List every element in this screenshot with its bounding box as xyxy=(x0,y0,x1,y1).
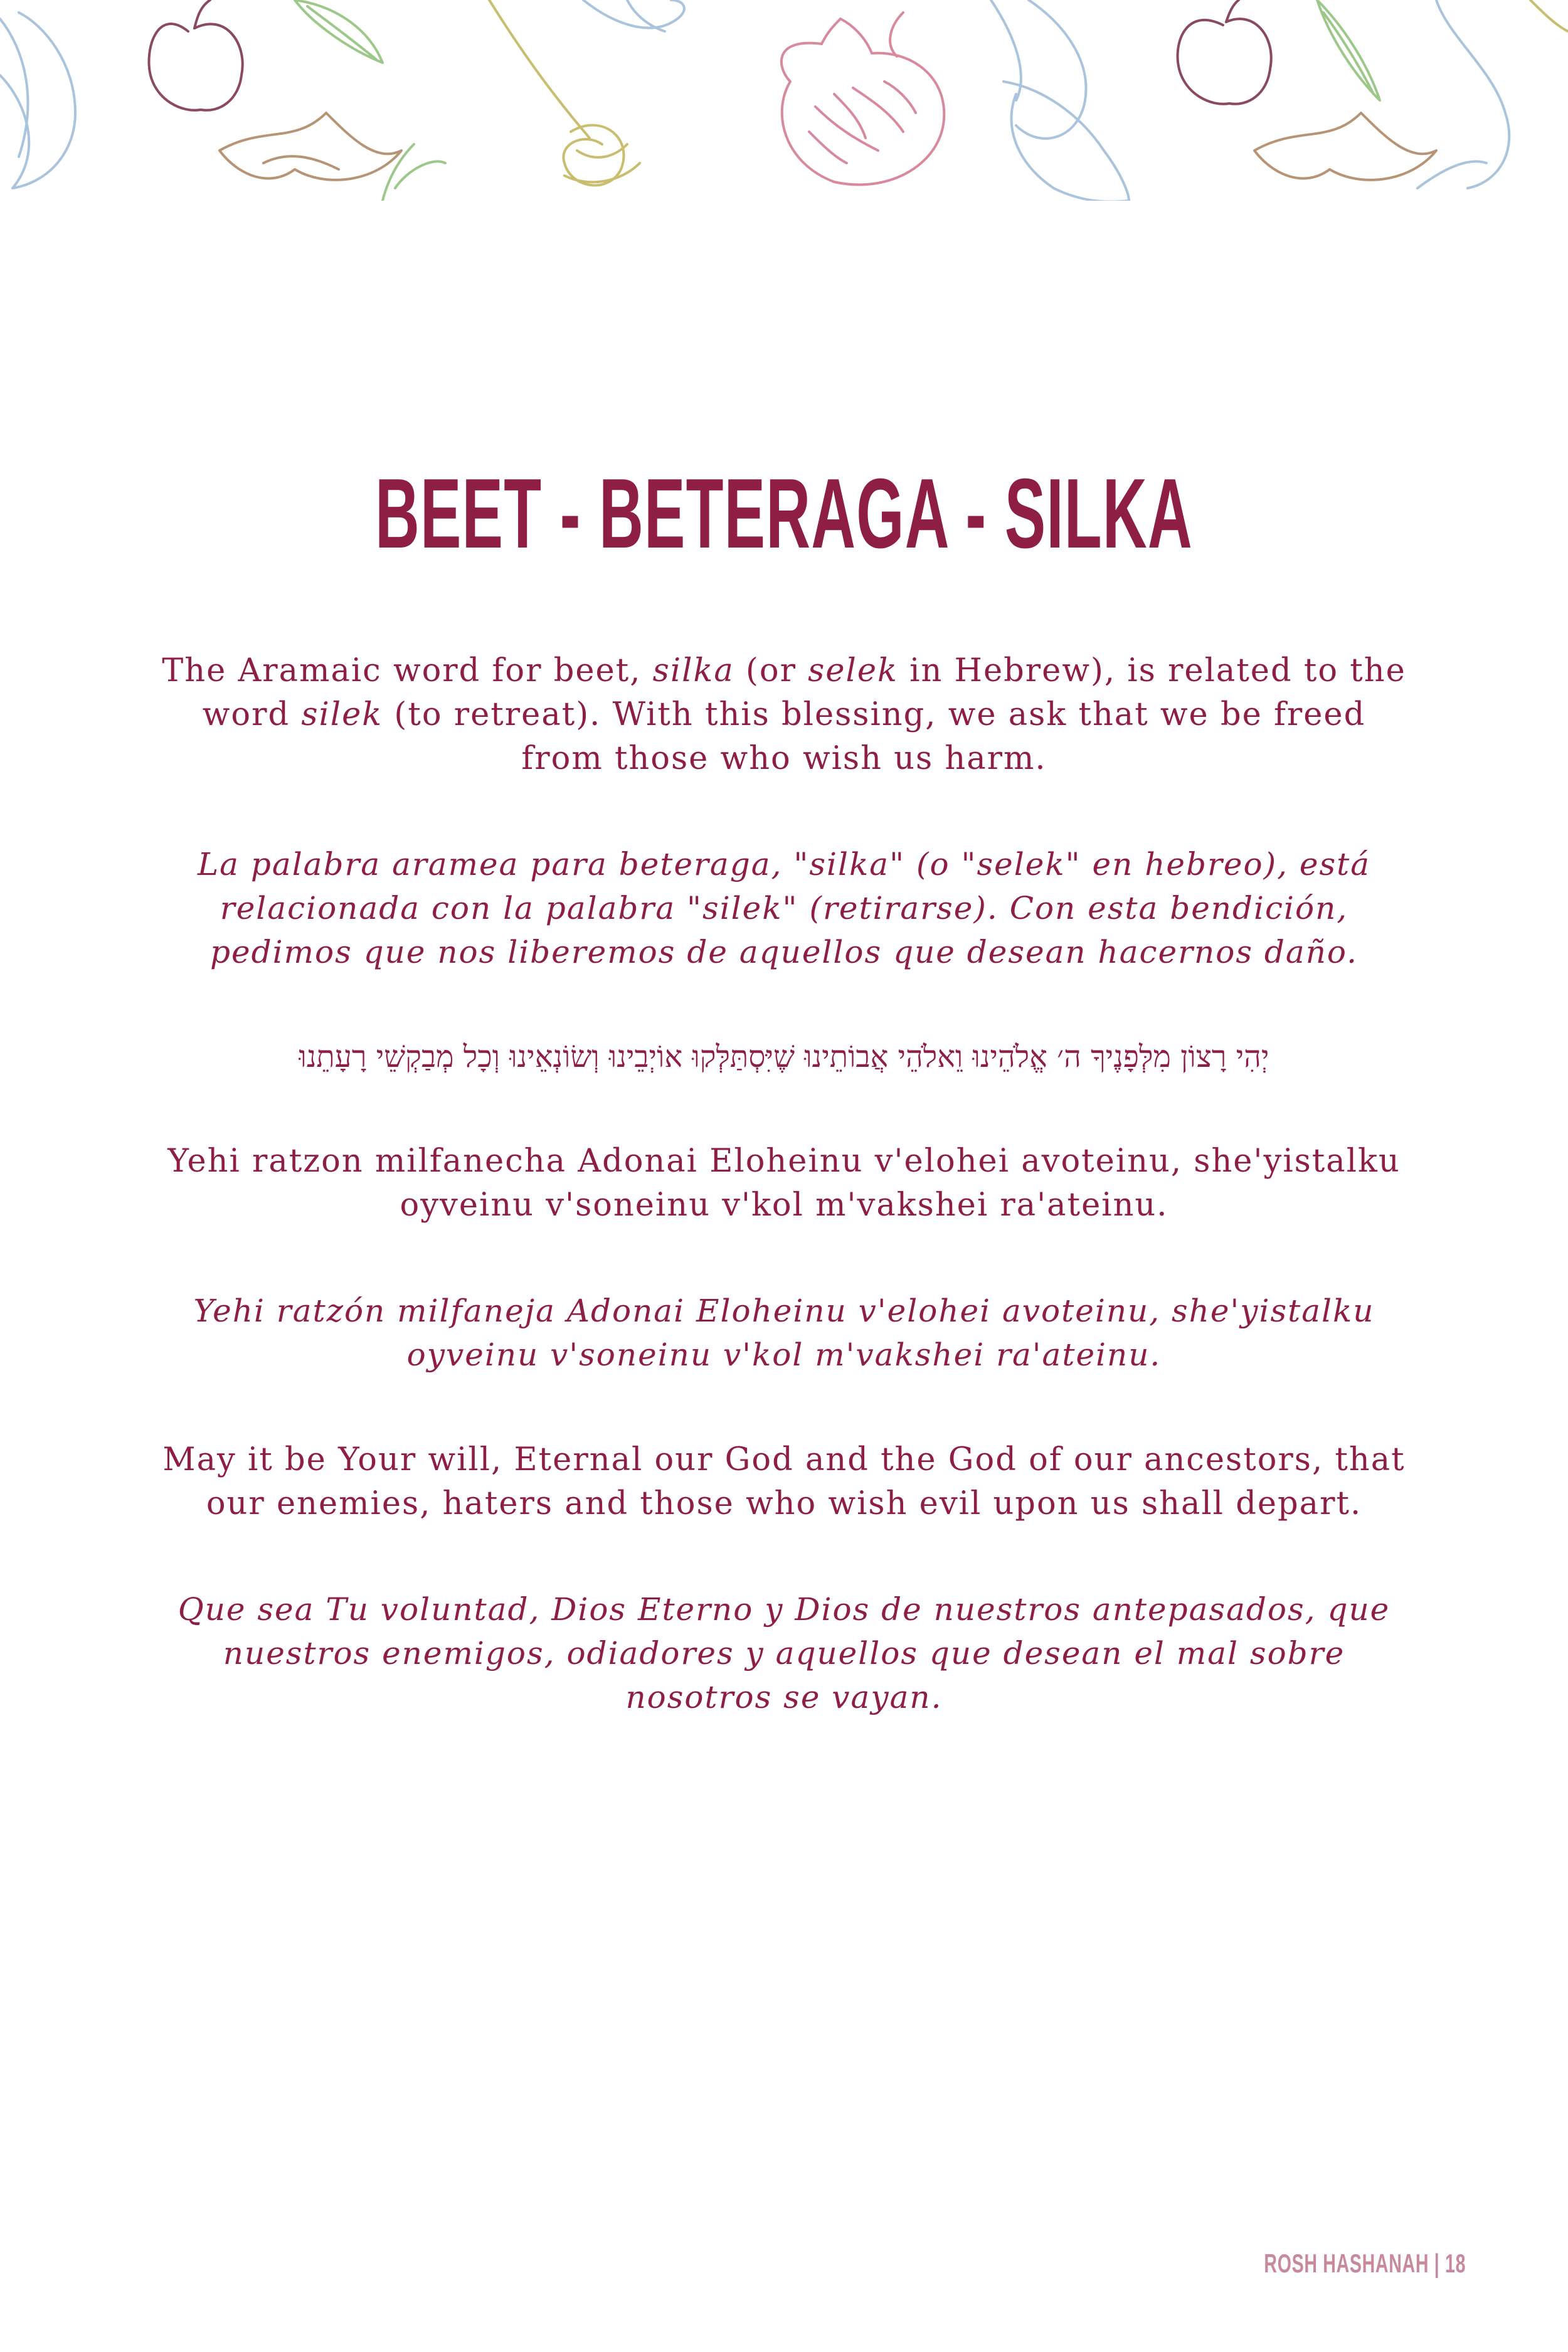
intro-english xyxy=(157,649,1411,781)
apple-icon xyxy=(149,0,243,110)
swirl-icon xyxy=(1417,0,1509,188)
intro-text: (or xyxy=(734,652,808,689)
intro-text: The Aramaic word for beet, xyxy=(162,652,653,689)
decorative-banner xyxy=(0,0,1568,201)
hebrew-blessing: יְהִי רָצוֹן מִלְּפָנֶיךָ ה׳ אֱלֹהֵינוּ וֵאלֹהֵי אֲבוֹתֵינוּ שֶׁיִּסְתַּלְּקוּ אוֹיְבֵינוּ וְשׂוֹנְאֵינוּ וְכָל מְבַקְשֵׁי רָעָתֵנוּ xyxy=(299,1039,1269,1074)
apple-icon xyxy=(1178,0,1271,104)
leaf-icon xyxy=(1317,0,1380,100)
term-silek: silek xyxy=(301,696,383,733)
intro-text: in Hebrew), is related to the word xyxy=(202,652,1406,733)
intro-text: (to retreat). With this blessing, we ask that we be freed from those who wish us harm. xyxy=(383,696,1366,777)
swirl-icon xyxy=(991,0,1086,139)
leaf-icon xyxy=(295,0,383,63)
intro-spanish: La palabra aramea para beteraga, "silka" (o "selek" en hebreo), está relacionada con la palabra "silek" (retirarse). Con esta bendición, pedimos que nos liberemos de aquellos que desean hacernos daño. xyxy=(197,846,1371,970)
page-title: BEET - BETERAGA - SILKA xyxy=(375,458,1193,569)
leaf-outline-icon xyxy=(0,13,75,188)
transliteration-spanish: Yehi ratzón milfaneja Adonai Eloheinu v'elohei avoteinu, she'yistalku oyveinu v'soneinu v'kol m'vakshei ra'ateinu. xyxy=(193,1293,1375,1373)
pomegranate-icon xyxy=(781,13,944,184)
leaf-outline-icon xyxy=(1004,82,1129,201)
term-selek: selek xyxy=(808,652,898,689)
transliteration-english: Yehi ratzon milfanecha Adonai Eloheinu v'elohei avoteinu, she'yistalku oyveinu v'soneinu v'kol m'vakshei ra'ateinu. xyxy=(167,1143,1401,1224)
swirl-icon xyxy=(583,0,684,31)
term-silka: silka xyxy=(652,652,734,689)
blessing-content xyxy=(157,649,1411,1781)
honey-dipper-icon xyxy=(1530,0,1568,31)
ribbon-icon xyxy=(1254,113,1436,180)
ribbon-icon xyxy=(220,113,401,180)
page-footer: ROSH HASHANAH | 18 xyxy=(1264,2249,1466,2278)
translation-english: May it be Your will, Eternal our God and the God of our ancestors, that our enemies, haters and those who wish evil upon us shall depart. xyxy=(162,1441,1406,1522)
translation-spanish: Que sea Tu voluntad, Dios Eterno y Dios de nuestros antepasados, que nuestros enemigos, odiadores y aquellos que desean el mal sobre nosotros se vayan. xyxy=(177,1591,1391,1715)
honey-dipper-icon xyxy=(489,0,640,185)
